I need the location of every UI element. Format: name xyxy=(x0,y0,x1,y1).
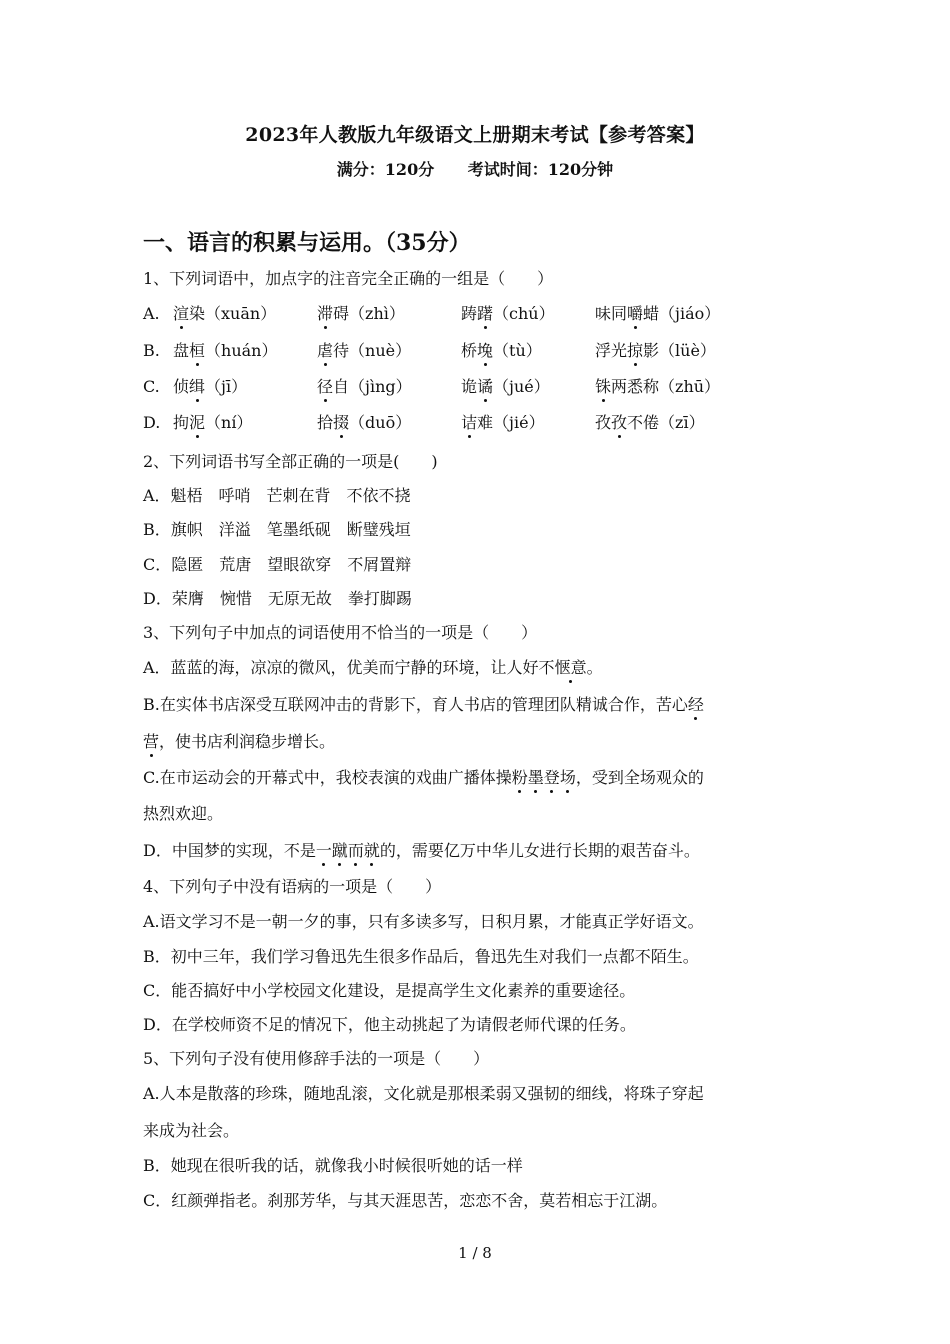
dotted-char: 蹴 xyxy=(331,841,348,860)
dotted-char: 登 xyxy=(543,768,560,787)
option-term: 拾掇（duō） xyxy=(317,413,412,432)
dotted-char: 缉 xyxy=(189,377,206,396)
question-5-option-a-line2: 来成为社会。 xyxy=(143,1121,240,1140)
dotted-char: 场 xyxy=(559,768,576,787)
question-4-option-c: C．能否搞好中小学校园文化建设，是提高学生文化素养的重要途径。 xyxy=(143,981,636,1000)
question-1-stem: 1、下列词语中，加点字的注音完全正确的一组是（ ） xyxy=(143,269,554,288)
dotted-char: 嚼 xyxy=(627,304,644,323)
exam-time: 考试时间：120分钟 xyxy=(467,160,614,179)
dotted-word: 经 xyxy=(687,695,704,714)
dotted-char: 掠 xyxy=(627,341,644,360)
question-2-option-d: D．荣膺 惋惜 无原无故 拳打脚踢 xyxy=(143,589,412,608)
option-term: 盘桓（huán） xyxy=(173,341,278,360)
dotted-char: 铢 xyxy=(595,377,612,396)
option-term: 浮光掠影（lüè） xyxy=(595,341,716,360)
question-4-option-d: D．在学校师资不足的情况下，他主动挑起了为请假老师代课的任务。 xyxy=(143,1015,636,1034)
dotted-char: 就 xyxy=(363,841,380,860)
question-3-option-c-line1: C.在市运动会的开幕式中，我校表演的戏曲广播体操粉墨登场，受到全场观众的 xyxy=(143,768,704,787)
option-term: 渲染（xuān） xyxy=(173,304,277,323)
dotted-char: 堍 xyxy=(477,341,494,360)
section-heading: 一、语言的积累与运用。（35分） xyxy=(143,230,471,256)
document-title: 2023年人教版九年级语文上册期末考试【参考答案】 xyxy=(245,124,705,146)
option-term: 侦缉（jī） xyxy=(173,377,248,396)
dotted-word: 惬意 xyxy=(554,658,587,677)
option-label: C. xyxy=(143,377,160,396)
dotted-char: 躇 xyxy=(477,304,494,323)
question-2-stem: 2、下列词语书写全部正确的一项是( ) xyxy=(143,452,438,471)
option-term: 孜孜不倦（zī） xyxy=(595,413,705,432)
question-5-option-c: C．红颜弹指老。刹那芳华，与其天涯思苦，恋恋不舍，莫若相忘于江湖。 xyxy=(143,1191,668,1210)
question-1-option-row xyxy=(143,412,823,436)
dotted-word: 营 xyxy=(143,732,160,751)
question-1-option-row xyxy=(143,303,823,327)
question-4-option-a: A.语文学习不是一朝一夕的事，只有多读多写，日积月累，才能真正学好语文。 xyxy=(143,912,704,931)
option-term: 踌躇（chú） xyxy=(461,304,555,323)
option-term: 诘难（jié） xyxy=(461,413,545,432)
dotted-char: 桓 xyxy=(189,341,206,360)
option-term: 滞碍（zhì） xyxy=(317,304,405,323)
option-term: 径自（jìng） xyxy=(317,377,412,396)
question-4-option-b: B．初中三年，我们学习鲁迅先生很多作品后，鲁迅先生对我们一点都不陌生。 xyxy=(143,947,699,966)
dotted-char: 径 xyxy=(317,377,334,396)
question-3-option-b-line1: B.在实体书店深受互联网冲击的背影下，育人书店的管理团队精诚合作，苦心经 xyxy=(143,695,704,714)
question-3-option-b-line2: 营，使书店利润稳步增长。 xyxy=(143,732,336,751)
question-3-option-a: A．蓝蓝的海，凉凉的微风，优美而宁静的环境，让人好不惬意。 xyxy=(143,658,603,677)
option-label: A. xyxy=(143,304,160,323)
option-term: 铢两悉称（zhū） xyxy=(595,377,721,396)
dotted-char: 孜 xyxy=(611,413,628,432)
dotted-word xyxy=(316,841,380,860)
question-5-option-b: B．她现在很听我的话，就像我小时候很听她的话一样 xyxy=(143,1156,523,1175)
question-5-stem: 5、下列句子没有使用修辞手法的一项是（ ） xyxy=(143,1049,490,1068)
dotted-char: 掇 xyxy=(333,413,350,432)
option-term: 味同嚼蜡（jiáo） xyxy=(595,304,721,323)
dotted-char: 谲 xyxy=(477,377,494,396)
dotted-char: 泥 xyxy=(189,413,206,432)
question-3-option-c-line2: 热烈欢迎。 xyxy=(143,804,224,823)
dotted-char: 虐 xyxy=(317,341,334,360)
question-5-option-a-line1: A.人本是散落的珍珠，随地乱滚，文化就是那根柔弱又强韧的细线，将珠子穿起 xyxy=(143,1084,704,1103)
page-number: 1 / 8 xyxy=(458,1244,492,1262)
dotted-char: 墨 xyxy=(527,768,544,787)
option-term: 拘泥（ní） xyxy=(173,413,253,432)
question-2-option-b: B．旗帜 洋溢 笔墨纸砚 断璧残垣 xyxy=(143,520,411,539)
dotted-char: 而 xyxy=(347,841,364,860)
option-term: 诡谲（jué） xyxy=(461,377,550,396)
question-1-option-row xyxy=(143,376,823,400)
question-2-option-a: A．魁梧 呼哨 芒刺在背 不依不挠 xyxy=(143,486,411,505)
option-label: B. xyxy=(143,341,160,360)
full-score: 满分：120分 xyxy=(336,160,435,179)
option-label: D. xyxy=(143,413,161,432)
dotted-char: 诘 xyxy=(461,413,478,432)
dotted-char: 滞 xyxy=(317,304,334,323)
question-3-option-d: D．中国梦的实现，不是一蹴而就的，需要亿万中华儿女进行长期的艰苦奋斗。 xyxy=(143,841,700,860)
question-4-stem: 4、下列句子中没有语病的一项是（ ） xyxy=(143,877,442,896)
question-3-stem: 3、下列句子中加点的词语使用不恰当的一项是（ ） xyxy=(143,623,538,642)
exam-info xyxy=(0,157,950,180)
dotted-char: 渲 xyxy=(173,304,190,323)
dotted-char: 一 xyxy=(315,841,332,860)
option-term: 虐待（nuè） xyxy=(317,341,412,360)
question-2-option-c: C．隐匿 荒唐 望眼欲穿 不屑置辩 xyxy=(143,555,412,574)
dotted-word xyxy=(512,768,576,787)
option-term: 桥堍（tù） xyxy=(461,341,542,360)
question-1-option-row xyxy=(143,340,823,364)
dotted-char: 粉 xyxy=(511,768,528,787)
